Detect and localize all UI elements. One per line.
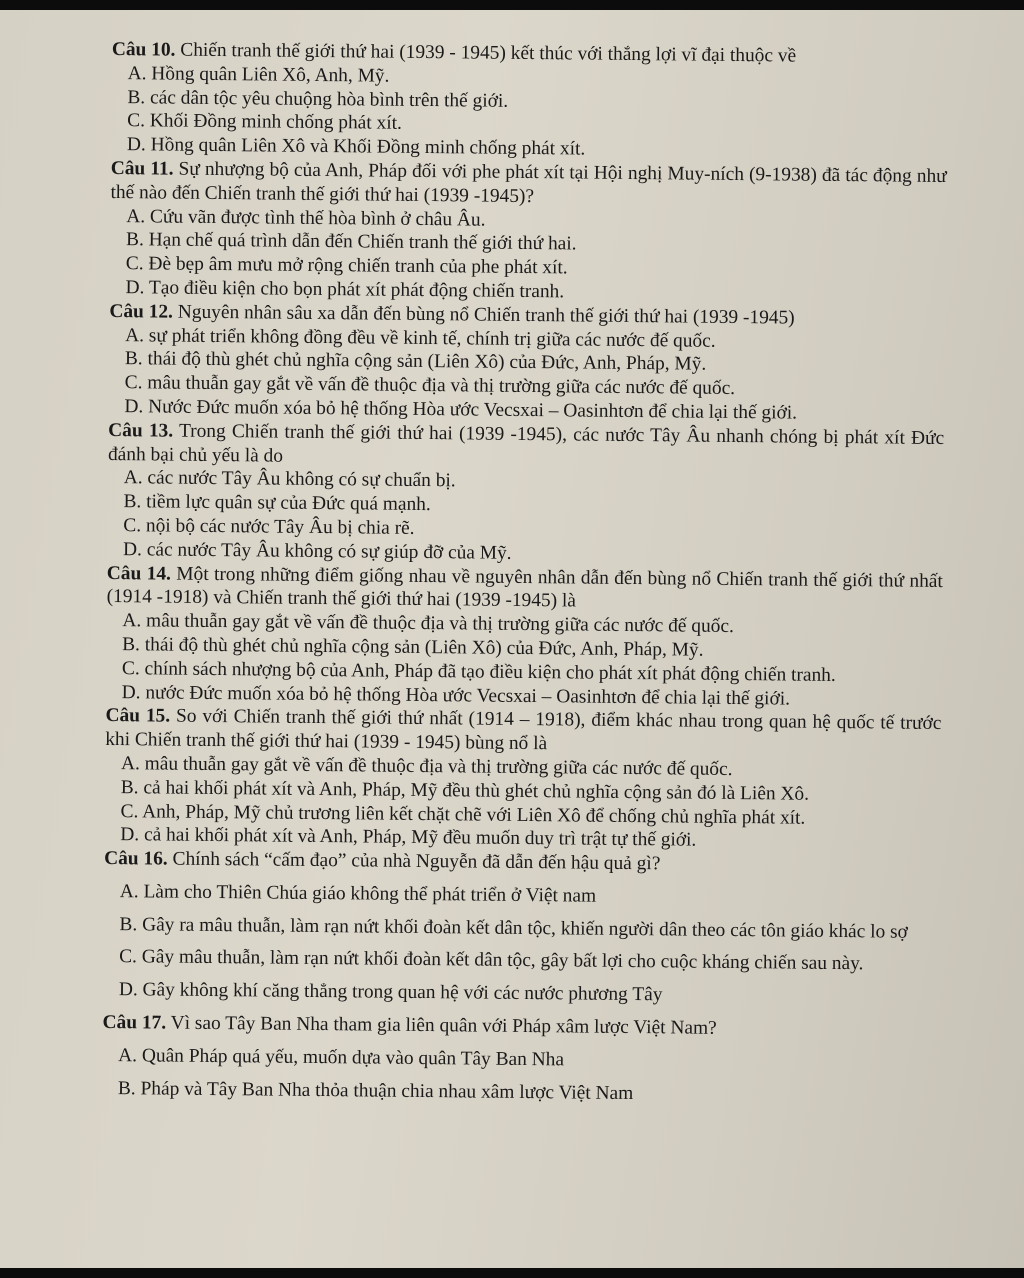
question-14-option-b: B. thái độ thù ghét chủ nghĩa cộng sản (Liên Xô) của Đức, Anh, Pháp, Mỹ. — [122, 634, 704, 661]
question-list — [102, 38, 948, 1108]
question-11-stem — [110, 157, 946, 213]
question-17-number: Câu 17. — [102, 1012, 167, 1034]
question-13-option-c: C. nội bộ các nước Tây Âu bị chia rẽ. — [123, 515, 415, 539]
question-13-option-d: D. các nước Tây Âu không có sự giúp đỡ của Mỹ. — [122, 538, 512, 564]
question-15-option-a: A. mâu thuẫn gay gắt về vấn đề thuộc địa và thị trường giữa các nước đế quốc. — [120, 753, 733, 780]
question-12-option-d: D. Nước Đức muốn xóa bỏ hệ thống Hòa ước Vecsxai – Oasinhtơn để chia lại thế giới. — [124, 396, 798, 424]
question-15-stem — [105, 704, 941, 760]
question-14-option-d: D. nước Đức muốn xóa bỏ hệ thống Hòa ước Vecsxai – Oasinhtơn để chia lại thế giới. — [121, 681, 791, 710]
question-17-option-b: B. Pháp và Tây Ban Nha thỏa thuận chia nhau xâm lược Việt Nam — [117, 1077, 634, 1104]
question-11-option-a: A. Cứu vãn được tình thế hòa bình ở châu Âu. — [126, 205, 486, 231]
question-12-number: Câu 12. — [109, 300, 174, 323]
question-12-option-a: A. sự phát triển không đồng đều về kinh tế, chính trị giữa các nước đế quốc. — [125, 324, 716, 352]
question-15-option-c: C. Anh, Pháp, Mỹ chủ trương liên kết chặt chẽ với Liên Xô để chống chủ nghĩa phát xít. — [120, 800, 806, 829]
question-11-number: Câu 11. — [110, 157, 174, 180]
question-14-option-c: C. chính sách nhượng bộ của Anh, Pháp đã tạo điều kiện cho phát xít phát động chiến tranh. — [121, 657, 836, 686]
exam-page — [0, 10, 1024, 1268]
question-12-option-b: B. thái độ thù ghét chủ nghĩa cộng sản (Liên Xô) của Đức, Anh, Pháp, Mỹ. — [124, 348, 707, 376]
question-13-text: Trong Chiến tranh thế giới thứ hai (1939 -1945), các nước Tây Âu nhanh chóng bị phát xít Đức đánh bại chủ yếu là do — [107, 420, 945, 467]
question-10-text: Chiến tranh thế giới thứ hai (1939 - 1945) kết thúc với thắng lợi vĩ đại thuộc về — [180, 39, 797, 67]
question-17-stem — [102, 1011, 938, 1043]
question-15-option-d: D. cả hai khối phát xít và Anh, Pháp, Mỹ đều muốn duy trì trật tự thế giới. — [120, 824, 697, 851]
question-15-number: Câu 15. — [105, 705, 171, 727]
question-17-text: Vì sao Tây Ban Nha tham gia liên quân với Pháp xâm lược Việt Nam? — [170, 1012, 717, 1039]
question-16-option-d: D. Gây không khí căng thẳng trong quan hệ với các nước phương Tây — [118, 979, 663, 1006]
question-11-text: Sự nhượng bộ của Anh, Pháp đối với phe phát xít tại Hội nghị Muy-ních (9-1938) đã tác động như thế nào đến Chiến tranh thế giới thứ hai (1939 -1945)? — [110, 158, 947, 207]
question-16-number: Câu 16. — [104, 848, 168, 870]
question-10-number: Câu 10. — [111, 38, 176, 61]
question-12-text: Nguyên nhân sâu xa dẫn đến bùng nổ Chiến tranh thế giới thứ hai (1939 -1945) — [177, 301, 795, 329]
question-14-option-a: A. mâu thuẫn gay gắt về vấn đề thuộc địa và thị trường giữa các nước đế quốc. — [122, 610, 734, 638]
question-14-stem — [107, 562, 943, 618]
question-13-number: Câu 13. — [108, 419, 174, 442]
question-11-option-c: C. Đè bẹp âm mưu mở rộng chiến tranh của phe phát xít. — [125, 253, 568, 279]
question-15-option-b: B. cả hai khối phát xít và Anh, Pháp, Mỹ đều thù ghét chủ nghĩa cộng sản đó là Liên Xô. — [120, 776, 810, 805]
question-11-option-b: B. Hạn chế quá trình dẫn đến Chiến tranh thế giới thứ hai. — [125, 229, 577, 255]
question-10-option-c: C. Khối Đồng minh chống phát xít. — [127, 110, 402, 135]
question-16-text: Chính sách “cấm đạo” của nhà Nguyễn đã dẫn đến hậu quả gì? — [172, 848, 661, 875]
question-13-option-a: A. các nước Tây Âu không có sự chuẩn bị. — [123, 467, 456, 492]
question-12-option-c: C. mâu thuẫn gay gắt về vấn đề thuộc địa và thị trường giữa các nước đế quốc. — [124, 372, 736, 400]
question-10-option-b: B. các dân tộc yêu chuộng hòa bình trên thế giới. — [127, 86, 509, 112]
question-11-option-d: D. Tạo điều kiện cho bọn phát xít phát động chiến tranh. — [125, 277, 565, 303]
question-14-number: Câu 14. — [106, 562, 172, 585]
question-13-option-b: B. tiềm lực quân sự của Đức quá mạnh. — [123, 491, 431, 516]
question-16-option-c: C. Gây mâu thuẫn, làm rạn nứt khối đoàn kết dân tộc, gây bất lợi cho cuộc kháng chiến sau này. — [119, 946, 864, 975]
question-13-stem — [108, 419, 944, 475]
question-17-option-a: A. Quân Pháp quá yếu, muốn dựa vào quân Tây Ban Nha — [118, 1044, 565, 1071]
question-16-option-b: B. Gây ra mâu thuẫn, làm rạn nứt khối đoàn kết dân tộc, khiến người dân theo các tôn giáo khác lo sợ — [119, 913, 908, 943]
question-10-option-d: D. Hồng quân Liên Xô và Khối Đồng minh chống phát xít. — [126, 134, 586, 160]
question-10-option-a: A. Hồng quân Liên Xô, Anh, Mỹ. — [127, 62, 390, 87]
question-14-text: Một trong những điểm giống nhau về nguyên nhân dẫn đến bùng nổ Chiến tranh thế giới thứ nhất (1914 -1918) và Chiến tranh thế giới thứ hai (1939 -1945) là — [106, 563, 943, 612]
question-15-text: So với Chiến tranh thế giới thứ nhất (1914 – 1918), điểm khác nhau trong quan hệ quốc tế trước khi Chiến tranh thế giới thứ hai (1939 - 1945) bùng nổ là — [105, 705, 942, 755]
question-16-option-a: A. Làm cho Thiên Chúa giáo không thể phát triển ở Việt nam — [119, 881, 597, 907]
